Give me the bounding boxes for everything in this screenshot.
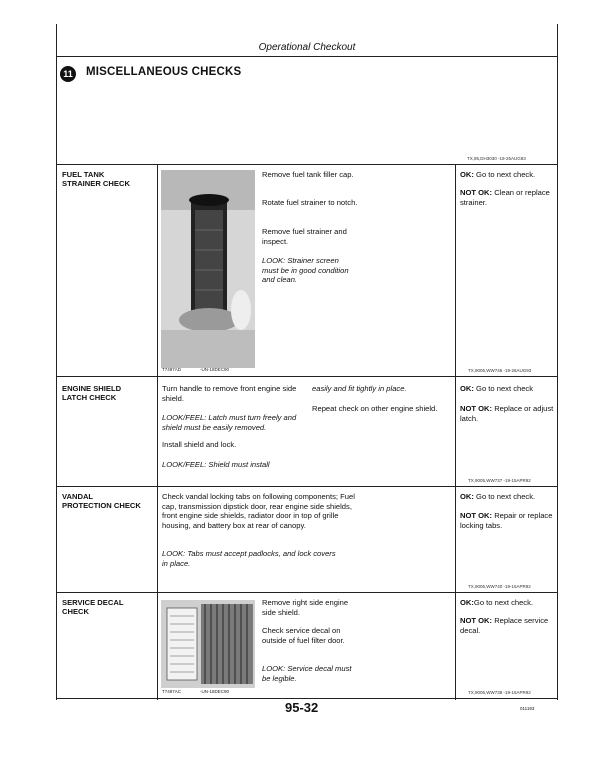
section-number-badge: 11 <box>60 66 76 82</box>
check-label-engine-shield: ENGINE SHIELD LATCH CHECK <box>62 384 122 402</box>
photo-caption-right: -UN-18DEC90 <box>200 689 230 694</box>
fuel-strainer-photo <box>161 170 255 368</box>
ok-result: OK: Go to next check. <box>460 492 536 501</box>
look-instruction: LOOK: Tabs must accept padlocks, and lock covers in place. <box>162 549 336 568</box>
check-divider <box>56 592 558 593</box>
page-number: 95-32 <box>285 700 319 715</box>
look-instruction: easily and fit tightly in place. <box>312 384 407 393</box>
step-text: Turn handle to remove front engine side shield. <box>162 384 297 403</box>
check-ref-code: TX,9005,WW740 -19-15APR92 <box>468 584 531 589</box>
look-instruction: LOOK/FEEL: Latch must turn freely and shield must be easily removed. <box>162 413 297 432</box>
photo-caption-right: -UN-18DEC90 <box>200 367 230 372</box>
step-text: Check vandal locking tabs on following components; Fuel cap, transmission dipstick door, rear engine side shields, front engine side shields, radiator door in top of grille housing, and battery box at rear of canopy. <box>162 492 355 530</box>
check-ref-code: TX,9005,WW737 -19-15APR92 <box>468 478 531 483</box>
header-rule <box>56 56 558 57</box>
look-instruction: LOOK/FEEL: Shield must install <box>162 460 270 469</box>
check-divider <box>56 486 558 487</box>
section-ref-code: TX,95,DH3030 -19-26AUG93 <box>467 156 526 161</box>
check-divider <box>56 376 558 377</box>
ok-result: OK: Go to next check <box>460 384 534 393</box>
label-column-divider <box>157 164 158 700</box>
look-instruction: LOOK: Service decal must be legible. <box>262 664 352 683</box>
step-text: Remove fuel tank filler cap. <box>262 170 354 179</box>
page-header: Operational Checkout <box>258 42 356 53</box>
ok-result: OK: Go to next check. <box>460 170 536 179</box>
step-text: Check service decal on outside of fuel filter door. <box>262 626 345 645</box>
service-decal-photo <box>161 600 255 688</box>
section-title: MISCELLANEOUS CHECKS <box>86 66 242 78</box>
look-instruction: LOOK: Strainer screen must be in good condition and clean. <box>262 256 349 284</box>
step-text: Remove right side engine side shield. <box>262 598 349 617</box>
step-text: Repeat check on other engine shield. <box>312 404 438 413</box>
page-code: 011193 <box>520 706 535 711</box>
frame-left-border <box>56 24 57 700</box>
bottom-rule <box>56 698 558 699</box>
check-ref-code: TX,9005,WW746 -19-26AUG93 <box>468 368 532 373</box>
check-label-service-decal: SERVICE DECAL CHECK <box>62 598 124 616</box>
frame-right-border <box>557 24 558 700</box>
photo-caption-left: T7497AD <box>162 367 182 372</box>
step-text: Install shield and lock. <box>162 440 237 449</box>
photo-caption-left: T7497AC <box>162 689 182 694</box>
section-divider <box>56 164 558 165</box>
step-text: Rotate fuel strainer to notch. <box>262 198 358 207</box>
check-label-fuel-tank: FUEL TANK STRAINER CHECK <box>62 170 130 188</box>
not-ok-result: NOT OK: Clean or replace strainer. <box>460 188 550 207</box>
ok-result: OK:Go to next check. <box>460 598 534 607</box>
check-ref-code: TX,9005,WW738 -19-15APR92 <box>468 690 531 695</box>
not-ok-result: NOT OK: Replace service decal. <box>460 616 549 635</box>
not-ok-result: NOT OK: Replace or adjust latch. <box>460 404 554 423</box>
not-ok-result: NOT OK: Repair or replace locking tabs. <box>460 511 553 530</box>
step-text: Remove fuel strainer and inspect. <box>262 227 347 246</box>
check-label-vandal: VANDAL PROTECTION CHECK <box>62 492 141 510</box>
result-column-divider <box>455 164 456 700</box>
